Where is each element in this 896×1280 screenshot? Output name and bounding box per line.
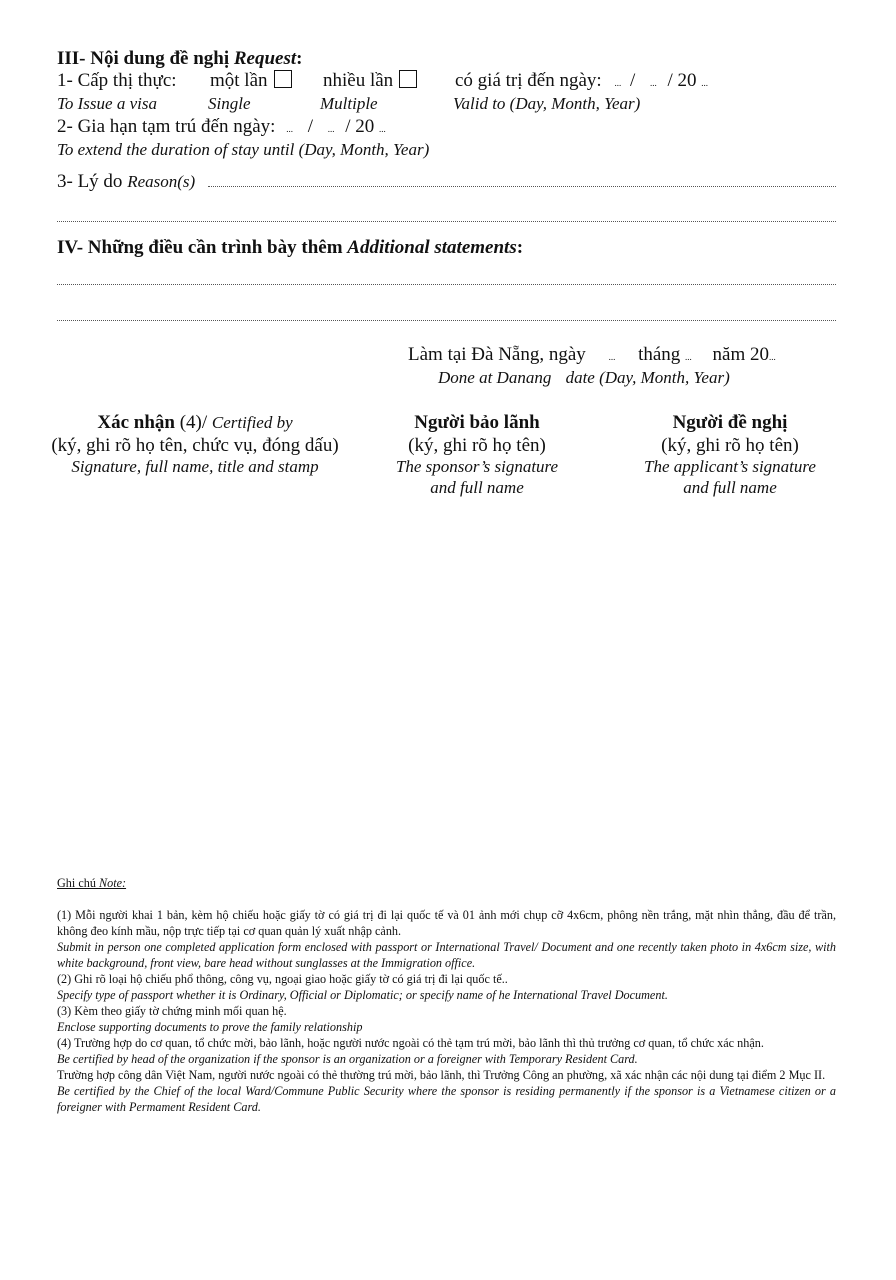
note-5-vi: Trường hợp công dân Việt Nam, người nước ngoài có thẻ thường trú mời, bảo lãnh, thì Trưởng Công an phường, xã xác nhận các nội dung tại điểm 2 Mục II. <box>57 1068 826 1082</box>
extend-day[interactable]: ... <box>286 124 293 134</box>
extend-stay-label-en: To extend the duration of stay until (Day, Month, Year) <box>57 140 430 159</box>
visa-issue-label-en: To Issue a visa <box>57 94 157 113</box>
visa-issue-label: 1- Cấp thị thực: <box>57 70 177 91</box>
reason-input-line-1[interactable] <box>208 186 836 187</box>
note-2-en: Specify type of passport whether it is Ordinary, Official or Diplomatic; or specify name of he International Travel Document. <box>57 988 668 1002</box>
section-4-heading-en: Additional statements <box>347 237 517 258</box>
certified-signature-block <box>30 412 360 477</box>
section-4-heading <box>57 237 523 259</box>
note-1-vi: (1) Mỗi người khai 1 bản, kèm hộ chiếu hoặc giấy tờ có giá trị đi lại quốc tế và 01 ảnh mới chụp cỡ 4x6cm, phông nền trắng, mặt nhìn thẳng, đầu để trần, không đeo kính mầu, nộp trực tiếp tại cơ quan quản lý xuất nhập cảnh. <box>57 908 836 938</box>
applicant-title: Người đề nghị <box>672 412 788 433</box>
single-entry-option[interactable] <box>210 70 292 92</box>
sponsor-signature-block <box>372 412 582 498</box>
date-separator: / <box>307 116 313 137</box>
place-date-day[interactable]: ... <box>608 352 616 362</box>
section-3-heading-en: Request <box>233 48 297 69</box>
note-2-vi: (2) Ghi rõ loại hộ chiếu phổ thông, công vụ, ngoại giao hoặc giấy tờ có giá trị đi lại quốc tế.. <box>57 972 508 986</box>
extend-year[interactable]: ... <box>379 124 386 134</box>
valid-day[interactable]: ... <box>614 78 622 88</box>
note-1-en: Submit in person one completed application form enclosed with passport or International Travel/ Document and one recently taken photo in 4x6cm size, with white background, front view, bare head without sunglasses at the Immigration office. <box>57 940 836 970</box>
note-4-vi: (4) Trường hợp do cơ quan, tổ chức mời, bảo lãnh, hoặc người nước ngoài có thẻ tạm trú mời, bảo lãnh thì thủ trưởng cơ quan, tổ chức xác nhận. <box>57 1036 764 1050</box>
notes-title-en: Note: <box>98 876 127 890</box>
notes-section <box>57 875 836 1115</box>
applicant-signature-block <box>620 412 840 498</box>
additional-statements-line-1[interactable] <box>57 284 836 285</box>
sponsor-sub-en-1: The sponsor’s signature <box>395 457 559 476</box>
section-3-heading-vi: III- Nội dung đề nghị <box>57 48 230 69</box>
single-entry-label-en: Single <box>208 94 251 113</box>
certified-title-en: Certified by <box>211 413 293 432</box>
place-date-month[interactable]: ... <box>685 352 692 362</box>
place-date-line <box>408 344 776 366</box>
notes-title-vi: Ghi chú <box>57 876 99 890</box>
date-separator: / <box>629 70 636 91</box>
multiple-entry-option[interactable] <box>323 70 417 92</box>
certified-note-ref: (4)/ <box>174 412 212 433</box>
reason-input-line-2[interactable] <box>57 221 836 222</box>
multiple-entry-label: nhiều lần <box>323 70 394 91</box>
note-3-vi: (3) Kèm theo giấy tờ chứng minh mối quan hệ. <box>57 1004 287 1018</box>
valid-year[interactable]: ... <box>701 78 708 88</box>
section-4-heading-vi: IV- Những điều cần trình bày thêm <box>57 237 343 258</box>
reason-label-vi: 3- Lý do <box>57 171 123 192</box>
extend-stay-field[interactable] <box>57 116 386 138</box>
section-3-heading <box>57 48 302 70</box>
note-5-en: Be certified by the Chief of the local Ward/Commune Public Security where the sponsor is residing permanently if the sponsor is a Vietnamese citizen or a foreigner with Permament Resident Card. <box>57 1084 836 1114</box>
applicant-sub-en-2: and full name <box>683 478 777 497</box>
note-3-en: Enclose supporting documents to prove the family relationship <box>57 1020 363 1034</box>
certified-title-vi: Xác nhận <box>97 412 175 433</box>
date-separator-year: / 20 <box>345 116 375 137</box>
extend-month[interactable]: ... <box>327 124 335 134</box>
heading-colon: : <box>516 237 524 258</box>
notes-title <box>57 875 836 891</box>
additional-statements-line-2[interactable] <box>57 320 836 321</box>
valid-to-label-en: Valid to (Day, Month, Year) <box>453 94 641 113</box>
certified-sub-en: Signature, full name, title and stamp <box>71 457 319 476</box>
place-date-label: Làm tại Đà Nẵng, ngày <box>408 344 586 365</box>
reason-label <box>57 171 195 193</box>
applicant-sub-vi: (ký, ghi rõ họ tên) <box>661 435 799 456</box>
single-entry-checkbox[interactable] <box>274 70 292 88</box>
date-separator-year: / 20 <box>667 70 697 91</box>
certified-sub-vi: (ký, ghi rõ họ tên, chức vụ, đóng dấu) <box>51 435 339 456</box>
certified-title <box>30 412 360 434</box>
valid-to-field[interactable] <box>455 70 708 92</box>
valid-to-label: có giá trị đến ngày: <box>455 70 602 91</box>
done-at-label: Done at Danang <box>438 368 552 387</box>
single-entry-label: một lần <box>210 70 268 91</box>
date-format-label: date (Day, Month, Year) <box>565 368 730 387</box>
note-4-en: Be certified by head of the organization if the sponsor is an organization or a foreigner with Temporary Resident Card. <box>57 1052 638 1066</box>
applicant-sub-en-1: The applicant’s signature <box>644 457 816 476</box>
heading-colon: : <box>296 48 303 69</box>
year-label: năm 20 <box>712 344 769 365</box>
sponsor-sub-en-2: and full name <box>430 478 524 497</box>
extend-stay-label: 2- Gia hạn tạm trú đến ngày: <box>57 116 276 137</box>
valid-month[interactable]: ... <box>649 78 657 88</box>
sponsor-title: Người bảo lãnh <box>414 412 540 433</box>
sponsor-sub-vi: (ký, ghi rõ họ tên) <box>408 435 546 456</box>
place-date-year[interactable]: ... <box>769 352 776 362</box>
month-label: tháng <box>638 344 681 365</box>
multiple-entry-label-en: Multiple <box>320 94 378 113</box>
multiple-entry-checkbox[interactable] <box>399 70 417 88</box>
reason-label-en: Reason(s) <box>127 172 196 191</box>
place-date-en <box>438 368 730 388</box>
